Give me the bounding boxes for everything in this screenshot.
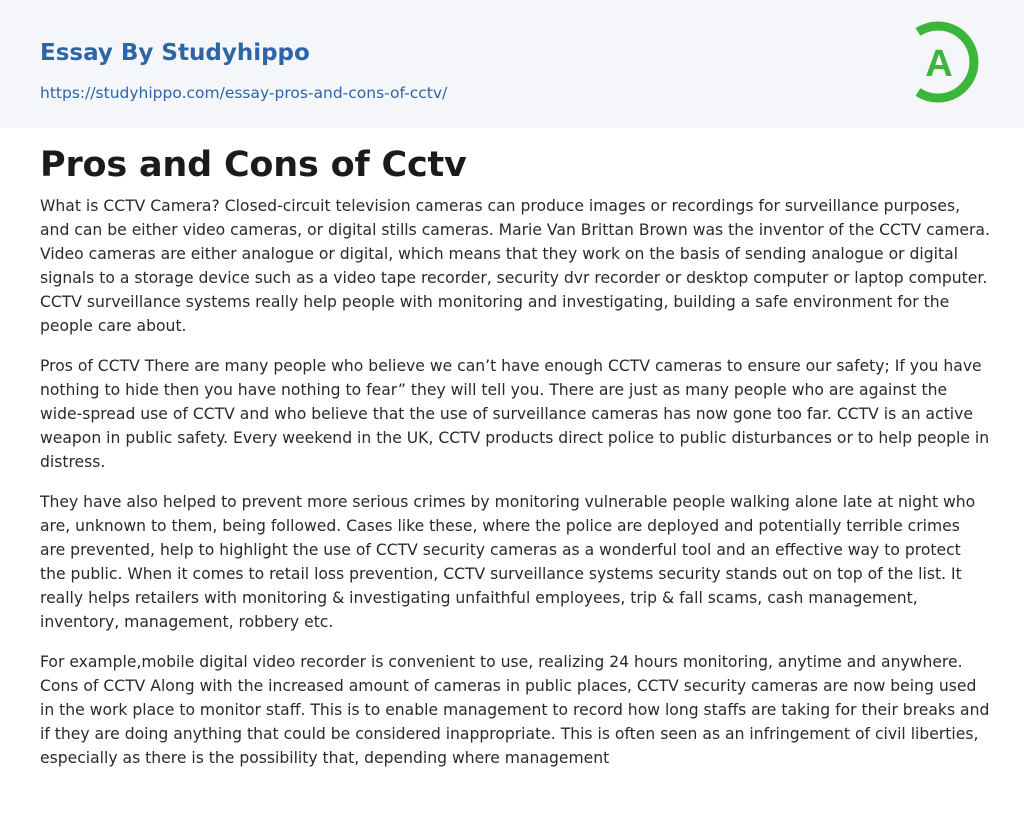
page-title: Pros and Cons of Cctv: [40, 145, 467, 185]
essay-url-link[interactable]: https://studyhippo.com/essay-pros-and-cons-of-cctv/: [40, 84, 448, 102]
logo-a-icon: [907, 17, 989, 107]
logo-letter: A: [925, 43, 953, 85]
site-brand[interactable]: Essay By Studyhippo: [40, 40, 310, 66]
paragraph: They have also helped to prevent more serious crimes by monitoring vulnerable people walking alone late at night who are, unknown to them, being followed. Cases like these, where the police are deployed and potentially terrible crimes are prevented, help to highlight the use of CCTV security cameras as a wonderful tool and an effective way to protect the public. When it comes to retail loss prevention, CCTV surveillance systems security stands out on top of the list. It really helps retailers with monitoring & investigating unfaithful employees, trip & fall scams, cash management, inventory, management, robbery etc.: [40, 493, 976, 631]
paragraph: What is CCTV Camera? Closed-circuit television cameras can produce images or recordings for surveillance purposes, and can be either video cameras, or digital stills cameras. Marie Van Brittan Brown was the inventor of the CCTV camera. Video cameras are either analogue or digital, which means that they work on the basis of sending analogue or digital signals to a storage device such as a video tape recorder, security dvr recorder or desktop computer or laptop computer. CCTV surveillance systems really help people with monitoring and investigating, building a safe environment for the people care about.: [40, 197, 990, 335]
studyhippo-logo[interactable]: [907, 17, 989, 107]
essay-body: [40, 194, 990, 786]
site-header: [0, 0, 1024, 128]
paragraph: For example,mobile digital video recorder is convenient to use, realizing 24 hours monitoring, anytime and anywhere. Cons of CCTV Along with the increased amount of cameras in public places, CCTV security cameras are now being used in the work place to monitor staff. This is to enable management to record how long staffs are taking for their breaks and if they are doing anything that could be considered inappropriate. This is often seen as an infringement of civil liberties, especially as there is the possibility that, depending where management: [40, 653, 990, 767]
paragraph: Pros of CCTV There are many people who believe we can’t have enough CCTV cameras to ensure our safety; If you have nothing to hide then you have nothing to fear” they will tell you. There are just as many people who are against the wide-spread use of CCTV and who believe that the use of surveillance cameras has now gone too far. CCTV is an active weapon in public safety. Every weekend in the UK, CCTV products direct police to public disturbances or to help people in distress.: [40, 357, 990, 471]
